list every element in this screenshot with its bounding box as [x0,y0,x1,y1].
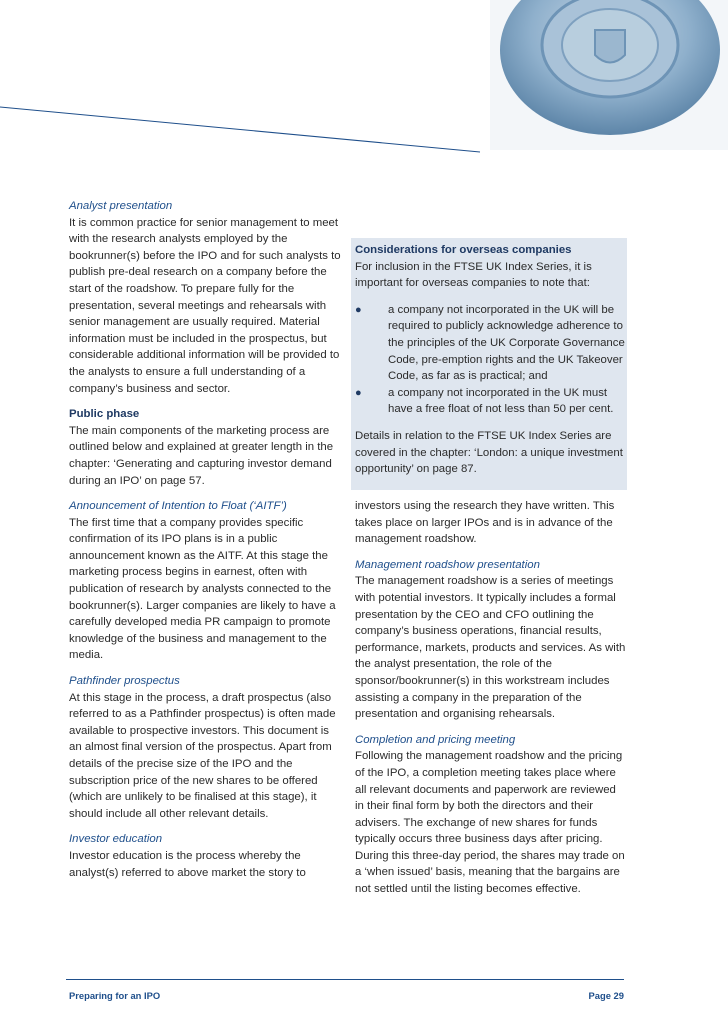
paragraph: It is common practice for senior management to meet with the research analysts employed by the bookrunner(s) before the IPO and for such analysts to publish pre-deal research on a company before the start of the roadshow. To prepare fully for the presentation, several meetings and rehearsals with senior management are usually required. Material information must be included in the prospectus, but considerable additional information will be provided to the analysts to ensure a full understanding of a company’s business and sector. [69,216,341,395]
section-heading: Completion and pricing meeting [355,733,516,746]
section-heading: Management roadshow presentation [355,558,540,571]
page-number: Page 29 [588,990,624,1001]
wax-seal-image [490,0,728,150]
bullet-icon: ● [355,386,362,399]
section-heading: Investor education [69,833,163,846]
box-title: Considerations for overseas companies [355,244,572,256]
paragraph: The main components of the marketing process are outlined below and explained at greater length in the chapter: ‘Generating and capturing investor demand during an IPO’ on page 57. [69,424,334,487]
overseas-companies-box [351,238,627,490]
left-column [69,198,341,881]
paragraph: At this stage in the process, a draft prospectus (also referred to as a Pathfinder prospectus) is often made available to prospective investors. This document is an almost final version of the prospectus. Apart from details of the precise size of the IPO and the subscription price of the new shares to be offered (which are unlikely to be finalised at this stage), it should include all other relevant details. [69,691,336,820]
box-bullet-list [355,302,627,418]
footer-rule [66,979,624,980]
section-heading: Pathfinder prospectus [69,675,180,688]
footer-title: Preparing for an IPO [69,990,161,1001]
bullet-icon: ● [355,303,362,316]
paragraph: The first time that a company provides specific confirmation of its IPO plans is in a public announcement known as the AITF. At this stage the marketing process begins in earnest, often with publication of research by analysts connected to the bookrunner(s). Larger companies are likely to have a carefully developed media PR campaign to promote knowledge of the business and management to the media. [69,516,336,662]
paragraph: Following the management roadshow and the pricing of the IPO, a completion meeting takes place where all relevant documents and paperwork are reviewed in their final form by both the directors and their advisers. The exchange of new shares for funds typically occurs three business days after pricing. During this three-day period, the shares may trade on a ‘when issued’ basis, meaning that the bargains are not settled until the listing becomes effective. [355,750,625,896]
paragraph: investors using the research they have written. This takes place on larger IPOs and is in advance of the management roadshow. [355,500,615,546]
right-column [355,498,627,898]
list-item: ● a company not incorporated in the UK will be required to publicly acknowledge adherence to the principles of the UK Corporate Governance Code, pre-emption rights and the UK Takeover Code, as far as is practical; and [355,303,625,383]
box-outro: Details in relation to the FTSE UK Index Series are covered in the chapter: ‘London: a unique investment opportunity’ on page 87. [355,429,623,476]
paragraph: The management roadshow is a series of meetings with potential investors. It typically includes a formal presentation by the CEO and CFO outlining the company’s business operations, financial results, performance, markets, products and services. As with the analyst presentation, the role of the sponsor/bookrunner(s) in this workstream includes assisting a company in the preparation of the presentation and organising rehearsals. [355,575,626,721]
section-heading: Analyst presentation [69,200,173,212]
section-heading: Public phase [69,408,140,421]
list-item: ● a company not incorporated in the UK must have a free float of not less than 50 per cent. [355,386,614,416]
section-heading: Announcement of Intention to Float (‘AITF’) [69,500,287,513]
paragraph: Investor education is the process whereby the analyst(s) referred to above market the story to [69,849,306,879]
box-intro: For inclusion in the FTSE UK Index Series, it is important for overseas companies to note that: [355,260,592,290]
